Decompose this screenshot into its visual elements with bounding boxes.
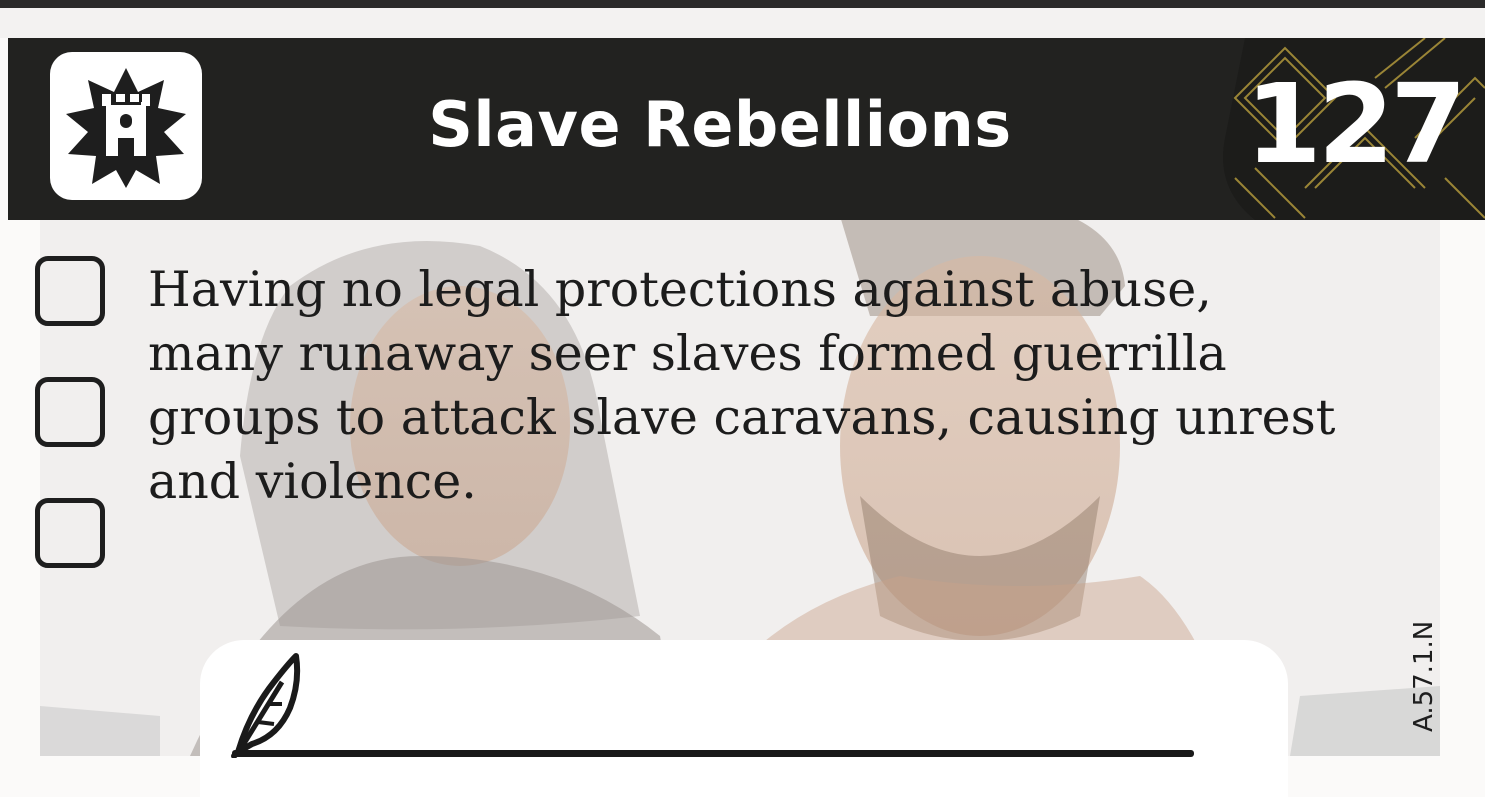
flavor-line: and violence. xyxy=(148,453,477,510)
checkbox-1[interactable] xyxy=(35,256,105,326)
card-title: Slave Rebellions xyxy=(428,88,1012,161)
quill-icon xyxy=(230,652,302,758)
tower-star-icon xyxy=(60,62,192,190)
flavor-text xyxy=(148,258,1388,514)
card-number: 127 xyxy=(1245,60,1463,188)
emblem-badge xyxy=(50,52,202,200)
checkbox-2[interactable] xyxy=(35,377,105,447)
write-line xyxy=(232,750,1194,757)
flavor-line: groups to attack slave caravans, causing unrest xyxy=(148,389,1336,446)
flavor-line: many runaway seer slaves formed guerrilla xyxy=(148,325,1227,382)
card-top-strip xyxy=(0,8,1485,38)
note-area[interactable] xyxy=(200,640,1288,797)
checkbox-3[interactable] xyxy=(35,498,105,568)
card-code: A.57.1.N xyxy=(1409,620,1439,732)
card-top-edge xyxy=(0,0,1485,8)
flavor-line: Having no legal protections against abuse, xyxy=(148,261,1212,318)
